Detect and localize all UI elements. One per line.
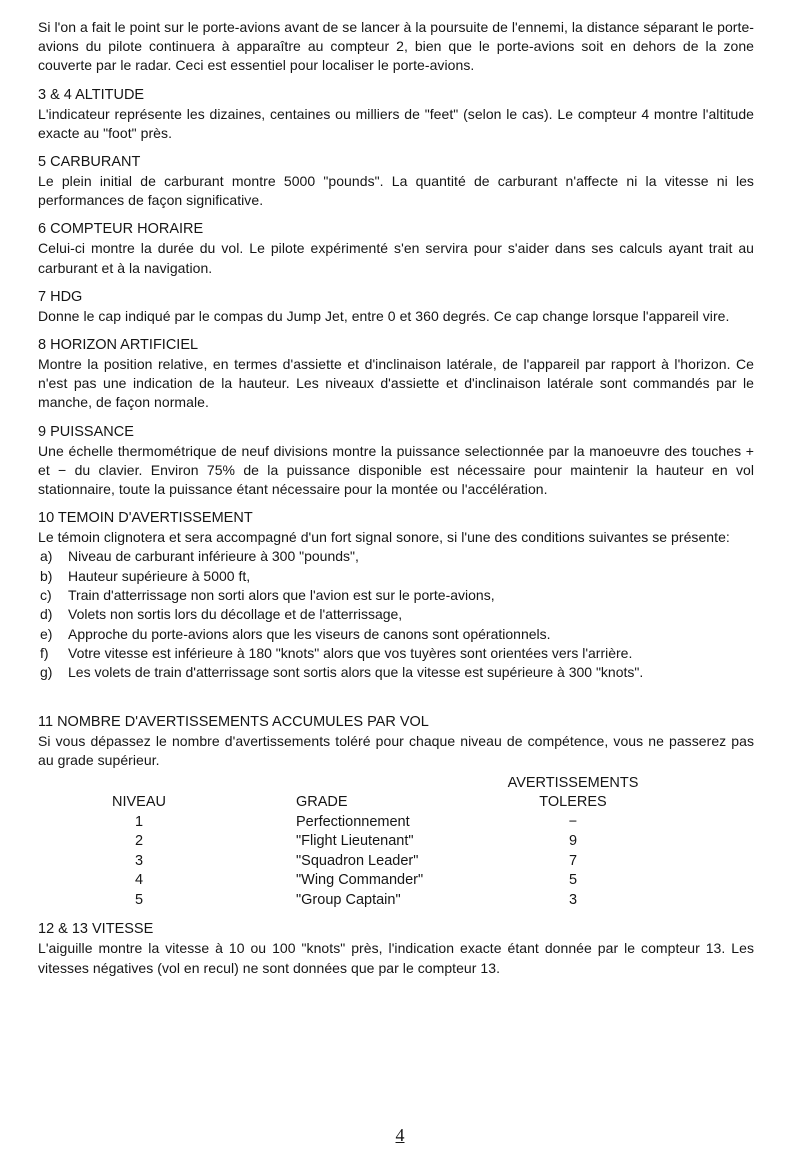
cell-grade: "Wing Commander" — [296, 872, 424, 889]
list-item — [38, 663, 754, 682]
list-marker: b) — [40, 567, 53, 584]
section-compteur-horaire — [38, 220, 754, 277]
cell-level: 5 — [134, 891, 144, 908]
section-heading: 6 COMPTEUR HORAIRE — [38, 221, 204, 238]
list-item — [38, 567, 754, 586]
cell-level: 4 — [134, 872, 144, 889]
section-heading: 11 NOMBRE D'AVERTISSEMENTS ACCUMULES PAR VOL — [38, 713, 429, 730]
list-item-text: Hauteur supérieure à 5000 ft, — [68, 567, 251, 584]
section-heading: 3 & 4 ALTITUDE — [38, 86, 145, 103]
section-heading: 12 & 13 VITESSE — [38, 921, 154, 938]
cell-level: 2 — [134, 833, 144, 850]
cell-grade: "Group Captain" — [296, 891, 401, 908]
cell-warnings: 7 — [568, 852, 578, 869]
section-text: Celui-ci montre la durée du vol. Le pilote expérimenté s'en servira pour s'aider dans ses calculs ayant trait au carburant et à la navigation. — [38, 240, 754, 276]
section-avertissements — [38, 713, 754, 911]
list-item-text: Volets non sortis lors du décollage et de l'atterrissage, — [68, 606, 403, 623]
table-row — [94, 813, 648, 833]
list-item — [38, 605, 754, 624]
section-text: Le témoin clignotera et sera accompagné d'un fort signal sonore, si l'une des conditions suivantes se présente: — [38, 529, 730, 546]
cell-grade: "Squadron Leader" — [296, 852, 419, 869]
section-text: Montre la position relative, en termes d'assiette et d'inclinaison latérale, de l'appareil par rapport à l'horizon. Ce n'est pas une indication de la hauteur. Les niveaux d'assiette et d'inclinaison latérale sont commandés par le manche, de façon normale. — [38, 356, 754, 411]
list-item-text: Votre vitesse est inférieure à 180 "knots" alors que vos tuyères sont orientées vers l'arrière. — [68, 644, 633, 661]
section-horizon — [38, 336, 754, 413]
list-item — [38, 625, 754, 644]
cell-warnings: − — [568, 813, 578, 830]
section-temoin — [38, 509, 754, 682]
list-marker: a) — [40, 548, 53, 565]
intro-paragraph: Si l'on a fait le point sur le porte-avions avant de se lancer à la poursuite de l'ennemi, la distance séparant le porte-avions du pilote continuera à apparaître au compteur 2, bien que le porte-avions soit en dehors de la zone couverte par le radar. Ceci est essentiel pour localiser le porte-avions. — [38, 19, 754, 74]
list-marker: f) — [40, 644, 49, 661]
list-item — [38, 586, 754, 605]
section-text: L'indicateur représente les dizaines, centaines ou milliers de "feet" (selon le cas). Le compteur 4 montre l'altitude exacte au "foot" près. — [38, 105, 754, 141]
table-row — [94, 832, 648, 852]
column-header-grade: GRADE — [296, 794, 348, 811]
cell-grade: Perfectionnement — [296, 813, 410, 830]
page-number: 4 — [395, 1125, 405, 1145]
section-text: Une échelle thermométrique de neuf divisions montre la puissance selectionnée par la manoeuvre des touches + et − du clavier. Environ 75% de la puissance disponible est nécessaire pour maintenir la hauteur en vol stationnaire, toute la puissance étant nécessaire pour la montée ou l'accélération. — [38, 442, 754, 498]
section-vitesse — [38, 920, 754, 977]
cell-grade: "Flight Lieutenant" — [296, 833, 414, 850]
section-heading: 5 CARBURANT — [38, 154, 141, 171]
table-row — [94, 891, 648, 911]
list-item-text: Train d'atterrissage non sorti alors que l'avion est sur le porte-avions, — [68, 587, 495, 604]
column-header-avertissements — [498, 774, 648, 813]
section-text: Le plein initial de carburant montre 5000 "pounds". La quantité de carburant n'affecte ni la vitesse ni les performances de façon significative. — [38, 173, 754, 209]
section-heading: 9 PUISSANCE — [38, 423, 134, 440]
conditions-list — [38, 547, 754, 682]
list-marker: e) — [40, 625, 53, 642]
cell-warnings: 9 — [568, 833, 578, 850]
section-heading: 8 HORIZON ARTIFICIEL — [38, 337, 199, 354]
section-carburant — [38, 153, 754, 210]
section-heading: 10 TEMOIN D'AVERTISSEMENT — [38, 510, 253, 527]
list-item — [38, 644, 754, 663]
section-text: Si vous dépassez le nombre d'avertissements toléré pour chaque niveau de compétence, vous ne passerez pas au grade supérieur. — [38, 732, 754, 768]
column-header-niveau: NIVEAU — [112, 794, 166, 811]
header-line: TOLERES — [539, 794, 607, 811]
list-item-text: Niveau de carburant inférieure à 300 "pounds", — [68, 548, 359, 565]
section-hdg — [38, 288, 754, 326]
section-altitude — [38, 86, 754, 143]
cell-warnings: 5 — [568, 872, 578, 889]
header-line: AVERTISSEMENTS — [507, 774, 639, 791]
table-row — [94, 852, 648, 872]
section-puissance — [38, 423, 754, 500]
list-item — [38, 547, 754, 566]
grade-table — [94, 774, 648, 911]
manual-page — [38, 18, 754, 978]
section-heading: 7 HDG — [38, 288, 83, 305]
table-header-row — [94, 774, 648, 813]
section-text: L'aiguille montre la vitesse à 10 ou 100 "knots" près, l'indication exacte étant donnée par le compteur 13. Les vitesses négatives (vol en recul) ne sont données que par le compteur 13. — [38, 940, 754, 976]
list-item-text: Les volets de train d'atterrissage sont sortis alors que la vitesse est supérieure à 300 "knots". — [68, 664, 644, 681]
list-marker: d) — [40, 606, 53, 623]
cell-level: 3 — [134, 852, 144, 869]
cell-level: 1 — [134, 813, 144, 830]
section-text: Donne le cap indiqué par le compas du Jump Jet, entre 0 et 360 degrés. Ce cap change lorsque l'appareil vire. — [38, 307, 730, 324]
list-marker: c) — [40, 587, 52, 604]
cell-warnings: 3 — [568, 891, 578, 908]
table-row — [94, 871, 648, 891]
list-item-text: Approche du porte-avions alors que les viseurs de canons sont opérationnels. — [68, 625, 551, 642]
list-marker: g) — [40, 664, 53, 681]
